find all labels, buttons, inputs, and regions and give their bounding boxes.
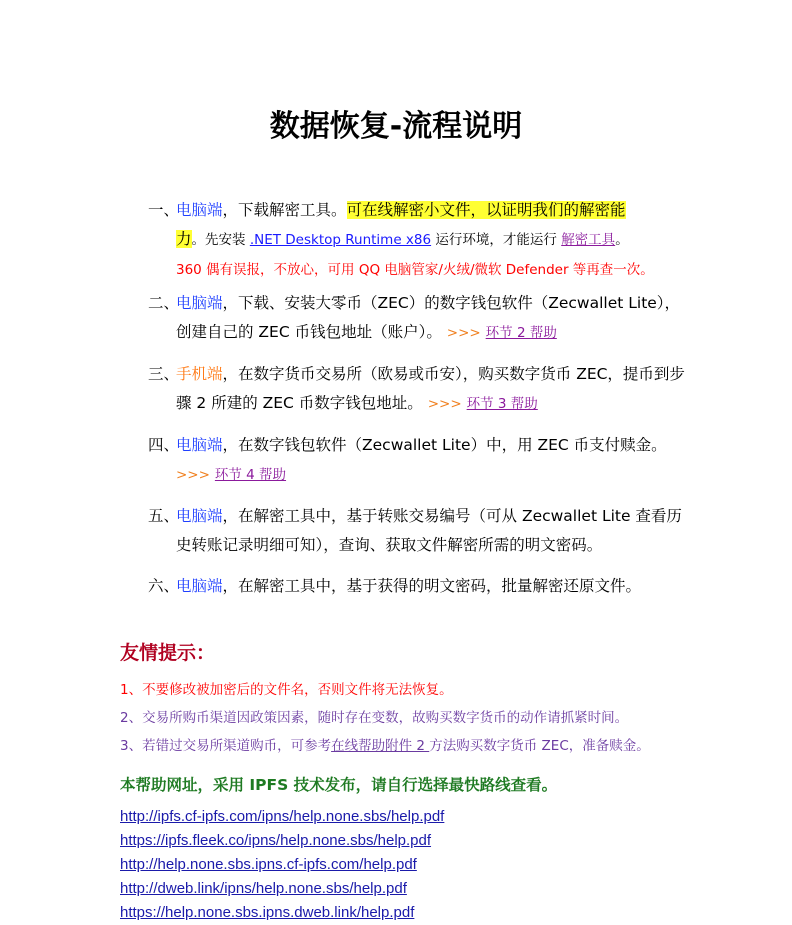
step-1 (148, 196, 688, 283)
tip-item-1: 1、不要修改被加密后的文件名，否则文件将无法恢复。 (120, 682, 453, 698)
step-3 (148, 360, 688, 419)
tip-item-2: 2、交易所购币渠道因政策因素，随时存在变数，故购买数字货币的动作请抓紧时间。 (120, 710, 629, 726)
step-3-help-link[interactable]: 环节 3 帮助 (466, 396, 538, 412)
step-text: ，下载、安装大零币（ZEC）的数字钱包软件（Zecwallet Lite），创建自己的 ZEC 币钱包地址（账户）。 (176, 294, 681, 341)
arrows-icon: >>> (446, 325, 481, 341)
antivirus-warning: 360 偶有误报，不放心，可用 QQ 电脑管家/火绒/微软 Defender 等再查一次。 (176, 262, 654, 278)
step-number: 一、 (148, 201, 180, 219)
step-number: 五、 (148, 507, 180, 525)
step-text: ，在解密工具中，基于获得的明文密码，批量解密还原文件。 (222, 577, 642, 595)
step-number: 四、 (148, 436, 180, 454)
help-url-link[interactable]: http://ipfs.cf-ipfs.com/ipns/help.none.sbs/help.pdf (120, 808, 445, 825)
step-text: 。 (615, 232, 629, 248)
help-url-link[interactable]: http://help.none.sbs.ipns.cf-ipfs.com/help.pdf (120, 856, 417, 873)
help-url-link[interactable]: http://dweb.link/ipns/help.none.sbs/help.pdf (120, 880, 407, 897)
highlighted-text: 可在线解密小文件，以证明我们的解密能 (346, 201, 626, 219)
page-title: 数据恢复-流程说明 (269, 109, 523, 144)
step-text: 。先安装 (191, 232, 250, 248)
steps-list (148, 196, 688, 601)
online-help-attachment-link[interactable]: 在线帮助附件 2 (331, 738, 430, 754)
step-2-help-link[interactable]: 环节 2 帮助 (485, 325, 557, 341)
ipfs-heading: 本帮助网址，采用 IPFS 技术发布，请自行选择最快路线查看。 (120, 776, 558, 794)
tip-text: 方法购买数字货币 ZEC，准备赎金。 (429, 738, 650, 754)
highlighted-text: 力 (176, 230, 192, 248)
platform-label: 电脑端 (176, 436, 223, 454)
tip-text: 3、若错过交易所渠道购币，可参考 (120, 738, 332, 754)
step-number: 三、 (148, 365, 180, 383)
tip-item-3 (120, 732, 680, 760)
platform-label: 电脑端 (176, 507, 223, 525)
platform-label: 电脑端 (176, 201, 223, 219)
tips-heading: 友情提示： (120, 642, 216, 664)
platform-label: 电脑端 (176, 294, 223, 312)
help-url-link[interactable]: https://help.none.sbs.ipns.dweb.link/help.pdf (120, 904, 415, 921)
step-4-help-link[interactable]: 环节 4 帮助 (214, 467, 287, 483)
arrows-icon: >>> (176, 467, 210, 483)
decrypt-tool-link[interactable]: 解密工具 (561, 232, 616, 248)
step-text: ，在数字货币交易所（欧易或币安），购买数字货币 ZEC，提币到步骤 2 所建的 ZEC 币数字钱包地址。 (176, 365, 685, 412)
step-number: 二、 (148, 294, 180, 312)
step-number: 六、 (148, 577, 180, 595)
step-text: ，下载解密工具。 (222, 201, 347, 219)
help-url-list (120, 805, 444, 925)
platform-label: 手机端 (176, 365, 223, 383)
step-2 (148, 289, 688, 348)
tips-list (120, 676, 680, 760)
step-text: ，在解密工具中，基于转账交易编号（可从 Zecwallet Lite 查看历史转账记录明细可知），查询、获取文件解密所需的明文密码。 (176, 507, 682, 554)
step-4 (148, 431, 688, 490)
platform-label: 电脑端 (176, 577, 223, 595)
step-text: ，在数字钱包软件（Zecwallet Lite）中，用 ZEC 币支付赎金。 (222, 436, 667, 454)
step-6 (148, 572, 688, 601)
dotnet-runtime-link[interactable]: .NET Desktop Runtime x86 (249, 232, 432, 248)
help-url-link[interactable]: https://ipfs.fleek.co/ipns/help.none.sbs/help.pdf (120, 832, 432, 849)
step-text: 运行环境，才能运行 (431, 232, 562, 248)
arrows-icon: >>> (427, 396, 462, 412)
step-5 (148, 502, 688, 560)
